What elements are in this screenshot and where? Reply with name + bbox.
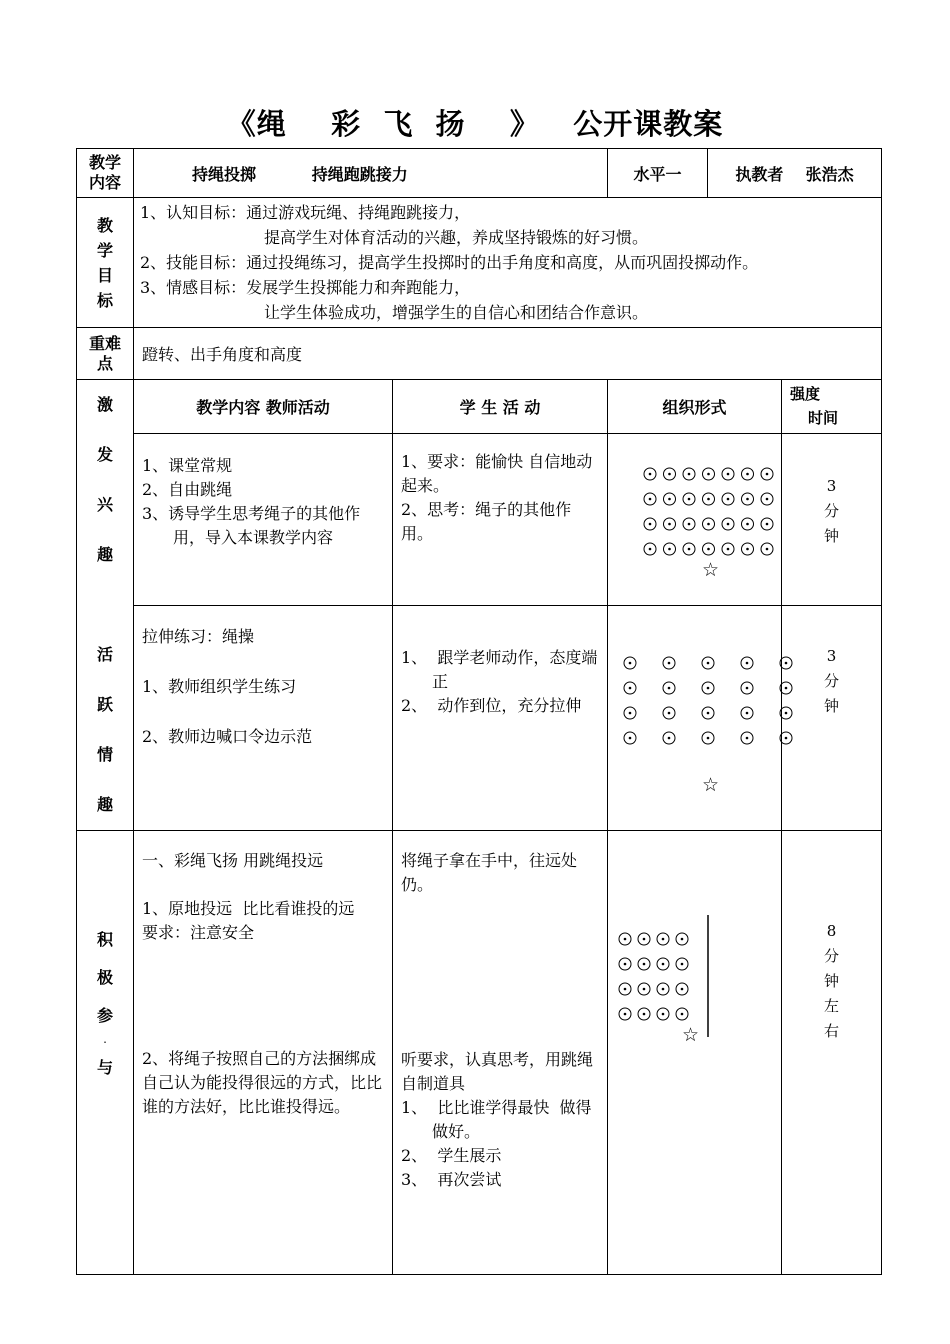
formation-diagram: [608, 831, 808, 1273]
header-formation: 组织形式: [608, 380, 782, 434]
content-row: [77, 149, 882, 198]
section1-row1: [77, 433, 882, 605]
student-marker-icon: [663, 732, 675, 744]
student-marker-icon: [663, 657, 675, 669]
header-intensity-time: 强度 时间: [782, 380, 882, 434]
s1r2-time: 3 分 钟: [782, 606, 882, 831]
objective-line: 3、情感目标：发展学生投掷能力和奔跑能力，: [140, 278, 471, 297]
student-marker-icon: [657, 933, 669, 945]
s1r1-formation: [608, 433, 782, 605]
objectives-label: 教 学 目 标: [77, 198, 134, 328]
s1r1-time: 3 分 钟: [782, 433, 882, 605]
student-marker-icon: [780, 732, 792, 744]
student-marker-icon: [657, 983, 669, 995]
student-marker-icon: [741, 707, 753, 719]
student-marker-icon: [638, 983, 650, 995]
student-marker-icon: [742, 518, 754, 530]
s1r1-teacher: 1、课堂常规 2、自由跳绳 3、诱导学生思考绳子的其他作用，导入本课教学内容: [134, 433, 393, 605]
student-marker-icon: [644, 493, 656, 505]
teacher-star-icon: ☆: [682, 1024, 700, 1046]
student-marker-icon: [722, 518, 734, 530]
student-marker-icon: [644, 518, 656, 530]
student-marker-icon: [619, 1008, 631, 1020]
s2-teacher: 一、彩绳飞扬 用跳绳投远 1、原地投远 比比看谁投的远 要求：注意安全 2、将绳子按照自己的方法捆绑成自己认为能投得很远的方式，比比谁的方法好，比比谁投得远。: [134, 831, 393, 1275]
key-points-label: 重难 点: [77, 328, 134, 380]
student-marker-icon: [722, 468, 734, 480]
student-marker-icon: [644, 468, 656, 480]
section2-label: 积 极 参 · 与: [77, 831, 134, 1275]
student-marker-icon: [722, 543, 734, 555]
section2-row: [77, 831, 882, 1275]
student-marker-icon: [741, 657, 753, 669]
student-marker-icon: [624, 682, 636, 694]
objectives-row: [77, 198, 882, 328]
student-marker-icon: [702, 657, 714, 669]
student-marker-icon: [664, 518, 676, 530]
student-marker-icon: [657, 958, 669, 970]
student-marker-icon: [703, 543, 715, 555]
teacher-name: 张浩杰: [805, 164, 854, 184]
column-header-row: [77, 380, 882, 434]
student-marker-icon: [742, 543, 754, 555]
student-marker-icon: [702, 707, 714, 719]
student-marker-icon: [703, 518, 715, 530]
student-marker-icon: [664, 493, 676, 505]
student-marker-icon: [780, 707, 792, 719]
student-marker-icon: [780, 682, 792, 694]
student-marker-icon: [624, 732, 636, 744]
student-marker-icon: [664, 468, 676, 480]
section1-row2: [77, 606, 882, 831]
header-teacher-activity: 教学内容 教师活动: [134, 380, 393, 434]
header-student-activity: 学 生 活 动: [393, 380, 608, 434]
s1r2-teacher: 拉伸练习：绳操 1、教师组织学生练习 2、教师边喊口令边示范: [134, 606, 393, 831]
student-marker-icon: [619, 983, 631, 995]
teacher-star-icon: ☆: [702, 558, 720, 581]
student-marker-icon: [619, 958, 631, 970]
student-marker-icon: [657, 1008, 669, 1020]
student-marker-icon: [683, 493, 695, 505]
student-marker-icon: [742, 493, 754, 505]
student-marker-icon: [683, 468, 695, 480]
student-marker-icon: [676, 958, 688, 970]
s2-time: 8 分 钟 左 右: [782, 831, 882, 1275]
student-marker-icon: [742, 468, 754, 480]
student-marker-icon: [638, 1008, 650, 1020]
teacher-star-icon: ☆: [702, 774, 720, 797]
level-value: 水平一: [608, 149, 708, 198]
s1r2-student: 1、 跟学老师动作，态度端正 2、 动作到位，充分拉伸: [393, 606, 608, 831]
s2-student: 将绳子拿在手中，往远处仍。 听要求，认真思考，用跳绳自制道具 1、 比比谁学得最快 做得做好。 2、 学生展示 3、 再次尝试: [393, 831, 608, 1275]
student-marker-icon: [703, 493, 715, 505]
student-marker-icon: [741, 682, 753, 694]
student-marker-icon: [638, 933, 650, 945]
objective-line: 2、技能目标：通过投绳练习，提高学生投掷时的出手角度和高度，从而巩固投掷动作。: [140, 253, 759, 272]
s1r1-student: 1、要求：能愉快 自信地动起来。 2、思考：绳子的其他作用。: [393, 433, 608, 605]
student-marker-icon: [761, 518, 773, 530]
student-marker-icon: [664, 543, 676, 555]
student-marker-icon: [676, 983, 688, 995]
student-marker-icon: [702, 682, 714, 694]
student-marker-icon: [703, 468, 715, 480]
key-points-value: 蹬转、出手角度和高度: [134, 328, 882, 380]
student-marker-icon: [663, 707, 675, 719]
student-marker-icon: [780, 657, 792, 669]
page-title: 《绳 彩 飞 扬 》 公开课教案: [226, 107, 724, 141]
student-marker-icon: [722, 493, 734, 505]
s1r2-formation: [608, 606, 782, 831]
student-marker-icon: [702, 732, 714, 744]
student-marker-icon: [676, 933, 688, 945]
student-marker-icon: [761, 493, 773, 505]
student-marker-icon: [619, 933, 631, 945]
student-marker-icon: [683, 543, 695, 555]
student-marker-icon: [676, 1008, 688, 1020]
objective-line: 1、认知目标：通过游戏玩绳、持绳跑跳接力，: [140, 203, 471, 222]
teacher-info: [708, 149, 882, 198]
student-marker-icon: [644, 543, 656, 555]
student-marker-icon: [663, 682, 675, 694]
content-label: 教学 内容: [77, 149, 134, 198]
objective-line: 提高学生对体育活动的兴趣，养成坚持锻炼的好习惯。: [264, 228, 649, 247]
objective-line: 让学生体验成功，增强学生的自信心和团结合作意识。: [264, 303, 649, 322]
student-marker-icon: [761, 543, 773, 555]
student-marker-icon: [761, 468, 773, 480]
teacher-label: 执教者: [735, 164, 784, 184]
objectives-text: [134, 198, 882, 328]
student-marker-icon: [638, 958, 650, 970]
content-value: 持绳投掷 持绳跑跳接力: [134, 149, 608, 198]
student-marker-icon: [683, 518, 695, 530]
key-points-row: [77, 328, 882, 380]
student-marker-icon: [624, 707, 636, 719]
student-marker-icon: [741, 732, 753, 744]
lesson-plan-table: [76, 148, 882, 1275]
section1-label: 激 发 兴 趣 活 跃 情 趣: [77, 380, 134, 831]
student-marker-icon: [624, 657, 636, 669]
s2-formation: [608, 831, 782, 1275]
